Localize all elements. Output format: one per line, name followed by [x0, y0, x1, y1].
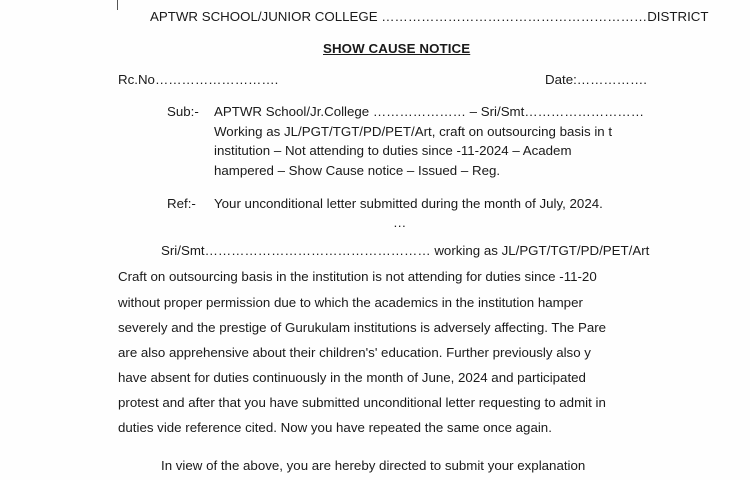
- body-line-3: without proper permission due to which the academics in the institution hamper: [118, 295, 583, 310]
- body-line-4: severely and the prestige of Gurukulam institutions is adversely affecting. The Pare: [118, 320, 607, 335]
- notice-title: SHOW CAUSE NOTICE: [323, 41, 471, 56]
- body-line-1: Sri/Smt…………………………………………… working as JL/PGT/TGT/PD/PET/Art: [161, 243, 650, 258]
- school-district-header: APTWR SCHOOL/JUNIOR COLLEGE ……………………………………………………DISTRICT: [150, 9, 709, 24]
- scan-edge-mark: [117, 0, 118, 10]
- body-line-2: Craft on outsourcing basis in the institution is not attending for duties since -11-20: [118, 269, 597, 284]
- subject-label: Sub:-: [167, 104, 199, 119]
- subject-line-1: APTWR School/Jr.College ………………… – Sri/Smt………………………: [214, 104, 644, 119]
- subject-line-3: institution – Not attending to duties since -11-2024 – Academ: [214, 143, 572, 158]
- reference-separator: …: [393, 215, 407, 230]
- body-line-8: duties vide reference cited. Now you have repeated the same once again.: [118, 420, 552, 435]
- body-line-7: protest and after that you have submitted unconditional letter requesting to admit in: [118, 395, 606, 410]
- subject-line-2: Working as JL/PGT/TGT/PD/PET/Art, craft on outsourcing basis in t: [214, 124, 613, 139]
- reference-label: Ref:-: [167, 196, 196, 211]
- body-line-5: are also apprehensive about their children's' education. Further previously also y: [118, 345, 591, 360]
- body-paragraph-2-line-1: In view of the above, you are hereby directed to submit your explanation: [161, 458, 586, 473]
- subject-line-4: hampered – Show Cause notice – Issued – Reg.: [214, 163, 501, 178]
- rc-number: Rc.No……………………….: [118, 72, 279, 87]
- body-line-6: have absent for duties continuously in the month of June, 2024 and participated: [118, 370, 586, 385]
- reference-text: Your unconditional letter submitted during the month of July, 2024.: [214, 196, 603, 211]
- notice-date: Date:…………….: [545, 72, 647, 87]
